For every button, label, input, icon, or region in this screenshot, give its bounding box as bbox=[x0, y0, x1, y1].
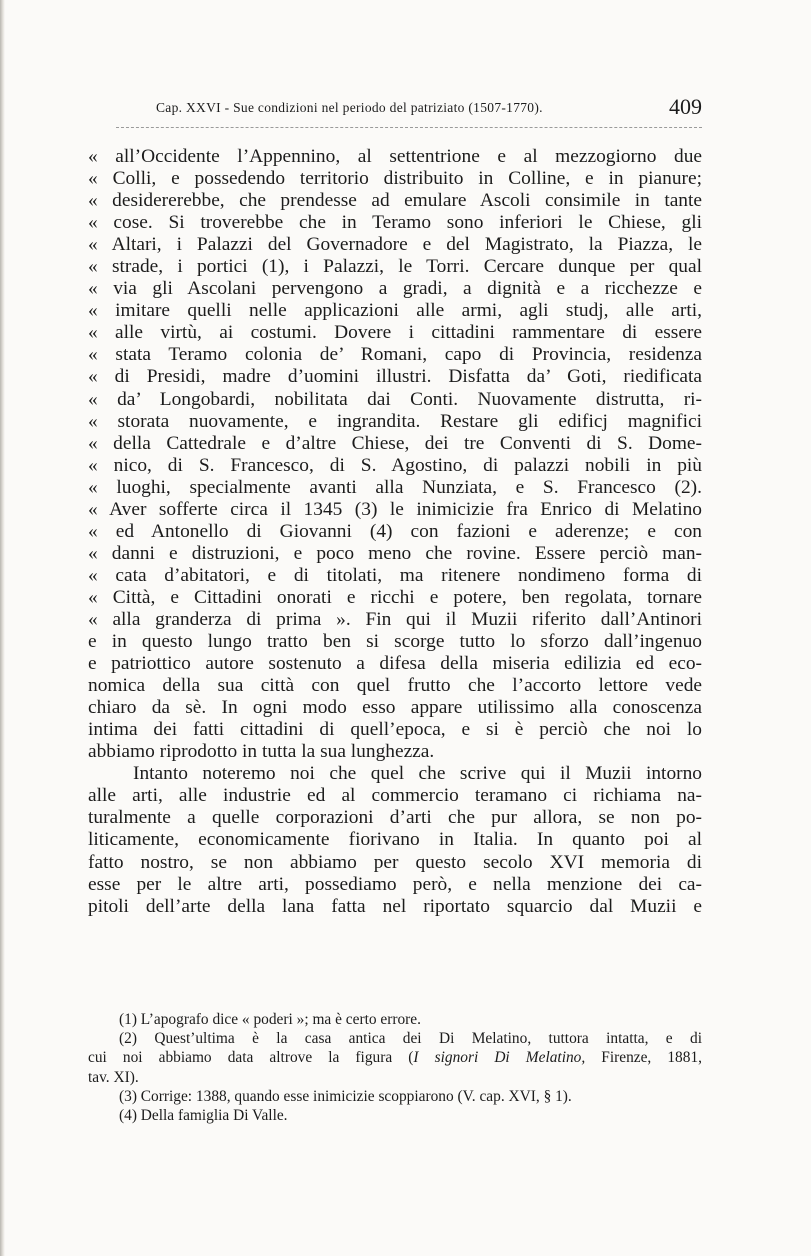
footnote-1: (1) L’apografo dice « poderi »; ma è certo errore. bbox=[119, 1011, 421, 1028]
text-line: « alle virtù, ai costumi. Dovere i cittadini rammentare di essere bbox=[88, 322, 702, 344]
text-line: « cata d’abitatori, e di titolati, ma ritenere nondimeno forma di bbox=[88, 564, 702, 586]
text-line: « luoghi, specialmente avanti alla Nunziata, e S. Francesco (2). bbox=[88, 476, 702, 498]
page-number: 409 bbox=[669, 94, 702, 119]
footnote-2-text: cui noi abbiamo data altrove la figura ( bbox=[88, 1049, 414, 1067]
text-line: « all’Occidente l’Appennino, al settentrione e al mezzogiorno due bbox=[88, 146, 702, 167]
text-line: « via gli Ascolani pervengono a gradi, a dignità e a ricchezze e bbox=[88, 278, 702, 300]
text-line: « Colli, e possedendo territorio distribuito in Colline, e in pianure; bbox=[88, 168, 702, 190]
text-line: alle arti, alle industrie ed al commercio teramano ci richiama na- bbox=[88, 785, 702, 807]
header-rule bbox=[116, 127, 702, 128]
footnote-2-end: tav. XI). bbox=[88, 1068, 139, 1086]
text-line: « cose. Si troverebbe che in Teramo sono inferiori le Chiese, gli bbox=[88, 212, 702, 234]
text-line: abbiamo riprodotto in tutta la sua lunghezza. bbox=[88, 741, 435, 763]
footnote-2-title: I signori Di Melatino, bbox=[413, 1049, 586, 1067]
text-line: « da’ Longobardi, nobilitata dai Conti. Nuovamente distrutta, ri- bbox=[88, 388, 702, 410]
footnote-2-continuation bbox=[88, 1048, 702, 1067]
text-line: esse per le altre arti, possediamo però, e nella menzione dei ca- bbox=[88, 873, 702, 895]
footnote-2-text-end: Firenze, 1881, bbox=[585, 1049, 702, 1067]
text-line: « alla granderza di prima ». Fin qui il Muzii riferito dall’Antinori bbox=[88, 608, 702, 630]
text-line: « nico, di S. Francesco, di S. Agostino, di palazzi nobili in più bbox=[88, 454, 702, 476]
text-line: e in questo lungo tratto ben si scorge tutto lo sforzo dall’ingenuo bbox=[88, 631, 702, 653]
text-line: « stata Teramo colonia de’ Romani, capo di Provincia, residenza bbox=[88, 344, 702, 366]
text-line: pitoli dell’arte della lana fatta nel riportato squarcio dal Muzii e bbox=[88, 895, 702, 917]
text-line: « danni e distruzioni, e poco meno che rovine. Essere perciò man- bbox=[88, 542, 702, 564]
text-line: « strade, i portici (1), i Palazzi, le Torri. Cercare dunque per qual bbox=[88, 256, 702, 278]
text-line: « Altari, i Palazzi del Governadore e del Magistrato, la Piazza, le bbox=[88, 234, 702, 256]
text-line: « di Presidi, madre d’uomini illustri. Disfatta da’ Goti, riedificata bbox=[88, 366, 702, 388]
text-line: « ed Antonello di Giovanni (4) con fazioni e aderenze; e con bbox=[88, 520, 702, 542]
text-line: turalmente a quelle corporazioni d’arti che pur allora, se non po- bbox=[88, 807, 702, 829]
footnote-3: (3) Corrige: 1388, quando esse inimicizie scoppiarono (V. cap. XVI, § 1). bbox=[119, 1087, 572, 1105]
text-line: nomica della sua città con quel frutto che l’accorto lettore vede bbox=[88, 675, 702, 697]
text-line: « imitare quelli nelle applicazioni alle armi, agli studj, alle arti, bbox=[88, 300, 702, 322]
footnote-4: (4) Della famiglia Di Valle. bbox=[119, 1106, 288, 1124]
page-header bbox=[156, 94, 702, 119]
text-line: intima dei fatti cittadini di quell’epoca, e si è perciò che noi lo bbox=[88, 719, 702, 741]
text-line: « storata nuovamente, e ingrandita. Restare gli edificj magnifici bbox=[88, 410, 702, 432]
page-edge-shadow bbox=[0, 0, 5, 1256]
paragraph-start-line: Intanto noteremo noi che quel che scrive qui il Muzii intorno bbox=[133, 763, 702, 785]
body-text bbox=[88, 146, 702, 918]
text-line: « Aver sofferte circa il 1345 (3) le inimicizie fra Enrico di Melatino bbox=[88, 498, 702, 520]
text-line: fatto nostro, se non abbiamo per questo secolo XVI memoria di bbox=[88, 851, 702, 873]
text-line: « della Cattedrale e d’altre Chiese, dei tre Conventi di S. Dome- bbox=[88, 432, 702, 454]
footnotes bbox=[88, 1010, 702, 1125]
footnote-2: (2) Quest’ultima è la casa antica dei Di Melatino, tuttora intatta, e di bbox=[119, 1030, 702, 1048]
text-line: « Città, e Cittadini onorati e ricchi e potere, ben regolata, tornare bbox=[88, 586, 702, 608]
running-title: Cap. XXVI - Sue condizioni nel periodo del patriziato (1507-1770). bbox=[156, 100, 543, 115]
text-line: liticamente, economicamente fiorivano in Italia. In quanto poi al bbox=[88, 829, 702, 851]
text-line: « desidererebbe, che prendesse ad emulare Ascoli consimile in tante bbox=[88, 190, 702, 212]
text-line: e patriottico autore sostenuto a difesa della miseria edilizia ed eco- bbox=[88, 653, 702, 675]
text-line: chiaro da sè. In ogni modo esso appare utilissimo alla conoscenza bbox=[88, 697, 702, 719]
